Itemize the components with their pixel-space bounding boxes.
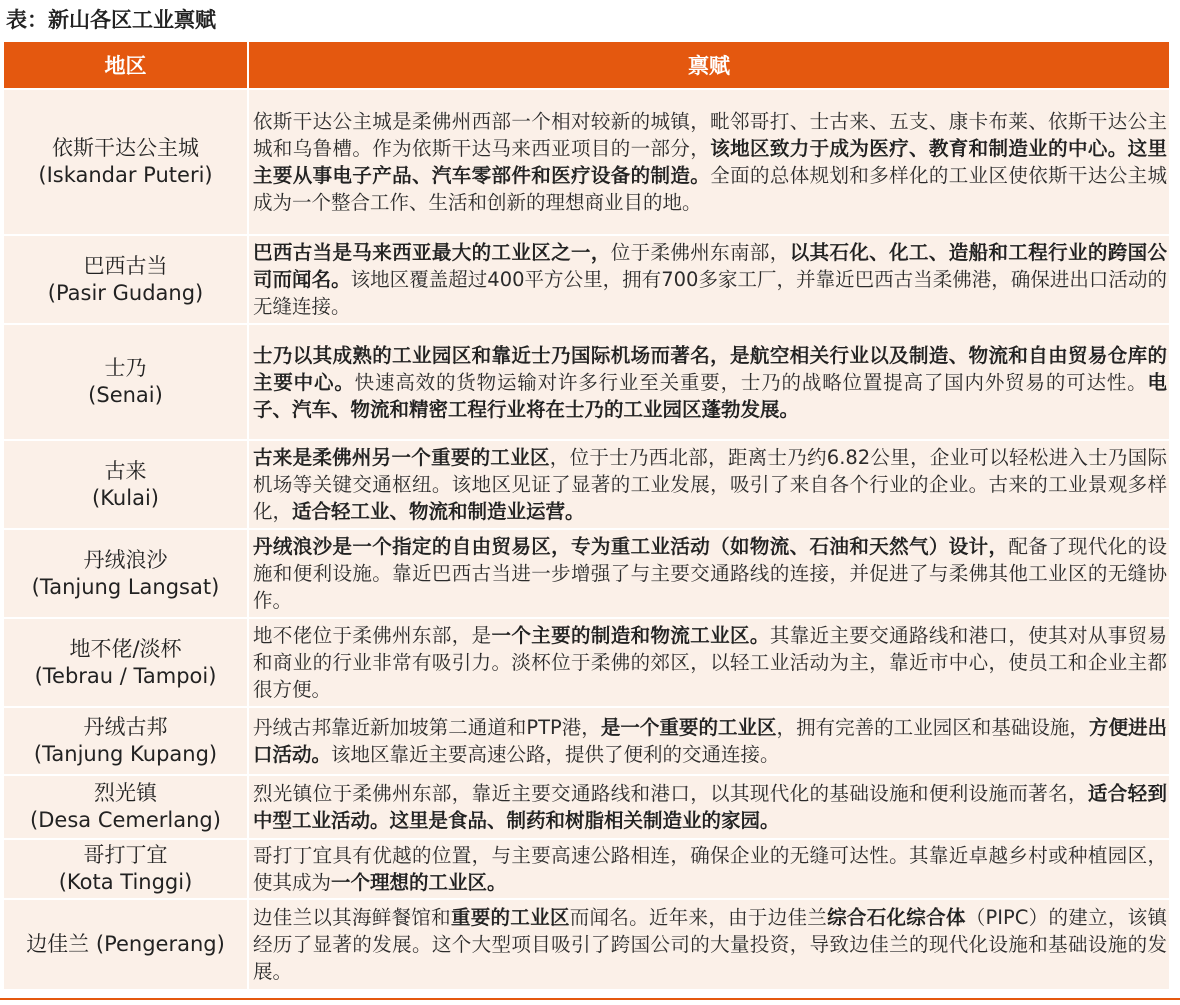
endowment-cell	[249, 234, 1169, 323]
endowment-cell	[249, 898, 1169, 989]
description-text: 依斯干达公主城是柔佛州西部一个相对较新的城镇，毗邻哥打、士古来、五支、康卡布莱、依斯干达公主城和乌鲁槽。作为依斯干达马来西亚项目的一部分，	[253, 110, 1167, 160]
table-row	[4, 528, 1169, 617]
highlight-text: 古来是柔佛州另一个重要的工业区	[253, 446, 550, 469]
description-text: 快速高效的货物运输对许多行业至关重要，士乃的战略位置提高了国内外贸易的可达性。	[354, 370, 1148, 394]
endowment-cell	[249, 528, 1169, 617]
highlight-text: 巴西古当是马来西亚最大的工业区之一，	[253, 241, 611, 264]
description-text: 烈光镇位于柔佛州东部，靠近主要交通路线和港口，以其现代化的基础设施和便利设施而著名，	[253, 782, 1088, 805]
highlight-text: 是一个重要的工业区	[600, 716, 777, 739]
region-cell	[4, 838, 249, 898]
region-name: 丹绒古邦	[83, 715, 168, 739]
region-name: 巴西古当	[83, 253, 168, 278]
endowment-cell	[249, 706, 1169, 774]
description-text: 地不佬位于柔佛州东部，是	[253, 624, 492, 647]
highlight-text: 适合轻到中型工业活动。这里是食品、制药和树脂相关制造业的家园。	[253, 782, 1167, 832]
region-english-name: (Tanjung Langsat)	[31, 574, 220, 599]
highlight-text: 该地区致力于成为医疗、教育和制造业的中心。这里主要从事电子产品、汽车零部件和医疗设备的制造。	[253, 137, 1167, 187]
region-name: 丹绒浪沙	[83, 547, 168, 572]
table-row	[4, 88, 1169, 234]
table-caption: 表：新山各区工业禀赋	[6, 8, 216, 32]
highlight-text: 方便进出口活动。	[253, 716, 1167, 766]
table-row	[4, 706, 1169, 774]
region-cell	[4, 88, 249, 234]
region-english-name: (Pasir Gudang)	[47, 280, 204, 305]
region-english-name: (Kota Tinggi)	[58, 870, 193, 894]
table-row	[4, 617, 1169, 706]
header-region: 地区	[4, 42, 249, 88]
endowment-cell	[249, 439, 1169, 528]
highlight-text: 综合石化综合体	[827, 906, 966, 929]
bottom-rule	[0, 998, 1180, 1000]
highlight-text: 重要的工业区	[450, 906, 570, 929]
region-english-name: (Kulai)	[92, 485, 159, 510]
highlight-text: 一个理想的工业区。	[331, 871, 507, 894]
description-text: 位于柔佛州东南部，	[610, 241, 790, 264]
endowment-cell	[249, 323, 1169, 439]
region-cell	[4, 617, 249, 706]
highlight-text: 适合轻工业、物流和制造业运营。	[292, 500, 585, 523]
highlight-text: 以其石化、化工、造船和工程行业的跨国公司而闻名。	[253, 241, 1167, 291]
description-text: 哥打丁宜具有优越的位置，与主要高速公路相连，确保企业的无缝可达性。其靠近卓越乡村或种植园区，使其成为	[253, 844, 1167, 894]
region-name: 古来	[104, 458, 147, 483]
endowment-cell	[249, 88, 1169, 234]
description-text: 该地区靠近主要高速公路，提供了便利的交通连接。	[331, 743, 780, 766]
description-text: 全面的总体规划和多样化的工业区使依斯干达公主城成为一个整合工作、生活和创新的理想商业目的地。	[253, 164, 1167, 214]
highlight-text: 丹绒浪沙是一个指定的自由贸易区，专为重工业活动（如物流、石油和天然气）设计，	[253, 535, 1009, 558]
header-endowment: 禀赋	[249, 42, 1169, 88]
region-english-name: (Pengerang)	[95, 932, 225, 956]
description-text: ，拥有完善的工业园区和基础设施，	[776, 716, 1089, 739]
region-name: 地不佬/淡杯	[69, 636, 182, 661]
table-row	[4, 838, 1169, 898]
region-name: 烈光镇	[94, 781, 157, 805]
highlight-text: 士乃以其成熟的工业园区和靠近士乃国际机场而著名，是航空相关行业以及制造、物流和自由贸易仓库的主要中心。	[253, 343, 1167, 394]
table-row	[4, 774, 1169, 838]
header-row	[4, 42, 1169, 88]
region-cell	[4, 234, 249, 323]
table-row	[4, 323, 1169, 439]
region-cell	[4, 528, 249, 617]
region-cell	[4, 706, 249, 774]
description-text: 边佳兰以其海鲜餐馆和	[253, 906, 451, 929]
region-english-name: (Tanjung Kupang)	[33, 742, 218, 766]
highlight-text: 一个主要的制造和物流工业区。	[491, 624, 770, 647]
table-body	[4, 88, 1169, 989]
description-text: （PIPC）的建立，该镇经历了显著的发展。这个大型项目吸引了跨国公司的大量投资，导致边佳兰的现代化设施和基础设施的发展。	[253, 906, 1167, 983]
table-row	[4, 439, 1169, 528]
region-name: 依斯干达公主城	[52, 136, 199, 160]
endowment-cell	[249, 838, 1169, 898]
region-english-name: (Desa Cemerlang)	[30, 808, 221, 832]
region-cell	[4, 439, 249, 528]
region-english-name: (Senai)	[88, 383, 163, 407]
region-cell	[4, 323, 249, 439]
table-row	[4, 234, 1169, 323]
region-english-name: (Tebrau / Tampoi)	[34, 663, 217, 688]
region-cell	[4, 898, 249, 989]
region-cell	[4, 774, 249, 838]
industry-table	[4, 42, 1169, 989]
description-text: ，位于士乃西北部，距离士乃约6.82公里，企业可以轻松进入士乃国际机场等关键交通枢纽。该地区见证了显著的工业发展，吸引了来自各个行业的企业。古来的工业景观多样化，	[253, 446, 1167, 523]
highlight-text: 电子、汽车、物流和精密工程行业将在士乃的工业园区蓬勃发展。	[253, 370, 1167, 421]
description-text: 配备了现代化的设施和便利设施。靠近巴西古当进一步增强了与主要交通路线的连接，并促进了与柔佛其他工业区的无缝协作。	[253, 535, 1167, 612]
region-name: 士乃	[104, 356, 147, 380]
region-english-name: (Iskandar Puteri)	[38, 163, 213, 187]
description-text: 该地区覆盖超过400平方公里，拥有700多家工厂，并靠近巴西古当柔佛港，确保进出口活动的无缝连接。	[253, 268, 1167, 318]
region-name: 哥打丁宜	[83, 843, 168, 867]
region-name: 边佳兰	[26, 932, 90, 956]
description-text: 而闻名。近年来，由于边佳兰	[569, 906, 828, 929]
endowment-cell	[249, 617, 1169, 706]
description-text: 其靠近主要交通路线和港口，使其对从事贸易和商业的行业非常有吸引力。淡杯位于柔佛的郊区，以轻工业活动为主，靠近市中心，使员工和企业主都很方便。	[253, 624, 1167, 701]
table-row	[4, 898, 1169, 989]
description-text: 丹绒古邦靠近新加坡第二通道和PTP港，	[253, 716, 601, 739]
endowment-cell	[249, 774, 1169, 838]
